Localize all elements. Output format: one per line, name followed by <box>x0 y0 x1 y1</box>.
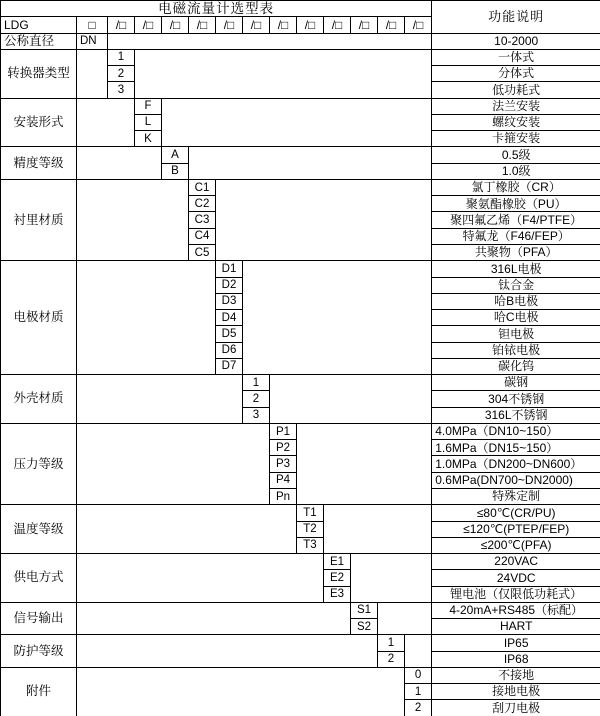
desc-cell: 聚四氟乙烯（F4/PTFE） <box>432 212 600 228</box>
code-cell: C5 <box>189 244 216 260</box>
desc-cell: 220VAC <box>432 554 600 570</box>
desc-cell: 碳钢 <box>432 375 600 391</box>
category-cell: 附件 <box>1 667 77 716</box>
code-cell: E2 <box>324 570 351 586</box>
gap-cell <box>77 375 243 424</box>
code-cell: 0 <box>405 667 432 683</box>
code-cell: C1 <box>189 179 216 195</box>
desc-cell: 分体式 <box>432 66 600 82</box>
desc-cell: ≤120℃(PTEP/FEP) <box>432 521 600 537</box>
category-cell: 精度等级 <box>1 147 77 180</box>
category-cell: 信号输出 <box>1 602 77 635</box>
category-cell: 供电方式 <box>1 554 77 603</box>
code-cell: T1 <box>297 505 324 521</box>
category-cell: 公称直径 <box>1 33 77 49</box>
code-cell: P1 <box>270 423 297 439</box>
model-code-slot: /□ <box>297 17 324 33</box>
desc-cell: 316L不锈钢 <box>432 407 600 423</box>
desc-cell: 特殊定制 <box>432 488 600 504</box>
code-cell: D6 <box>216 342 243 358</box>
gap-cell <box>243 261 432 375</box>
code-cell: B <box>162 163 189 179</box>
code-cell: 2 <box>243 391 270 407</box>
code-cell: C3 <box>189 212 216 228</box>
model-code-prefix: LDG <box>1 17 77 33</box>
code-cell: D5 <box>216 326 243 342</box>
code-cell: C4 <box>189 228 216 244</box>
function-description-header: 功能说明 <box>432 1 600 34</box>
desc-cell: 一体式 <box>432 49 600 65</box>
gap-cell <box>378 602 432 635</box>
model-code-slot: /□ <box>405 17 432 33</box>
model-code-slot: /□ <box>108 17 135 33</box>
code-cell: E1 <box>324 554 351 570</box>
category-cell: 转换器类型 <box>1 49 77 98</box>
gap-cell <box>216 179 432 260</box>
desc-cell: HART <box>432 619 600 635</box>
desc-cell: 碳化钨 <box>432 358 600 374</box>
desc-cell: 4.0MPa（DN10~150） <box>432 423 600 439</box>
gap-cell <box>351 554 432 603</box>
desc-cell: 低功耗式 <box>432 82 600 98</box>
gap-cell <box>162 98 432 147</box>
code-cell: E3 <box>324 586 351 602</box>
code-cell: 3 <box>243 407 270 423</box>
table-title: 电磁流量计选型表 <box>1 1 432 17</box>
model-code-slot: /□ <box>378 17 405 33</box>
category-cell: 压力等级 <box>1 423 77 504</box>
desc-cell: 刮刀电极 <box>432 700 600 716</box>
desc-cell: 1.6MPa（DN15~150） <box>432 440 600 456</box>
desc-cell: 4-20mA+RS485（标配） <box>432 602 600 618</box>
gap-cell <box>77 423 270 504</box>
code-cell: 1 <box>378 635 405 651</box>
model-code-slot: /□ <box>162 17 189 33</box>
desc-cell: 1.0级 <box>432 163 600 179</box>
gap-cell <box>77 602 351 635</box>
model-code-slot: /□ <box>270 17 297 33</box>
code-cell: F <box>135 98 162 114</box>
gap-cell <box>77 49 108 98</box>
desc-cell: 1.0MPa（DN200~DN600） <box>432 456 600 472</box>
gap-cell <box>77 147 162 180</box>
gap-cell <box>77 179 189 260</box>
desc-cell: 不接地 <box>432 667 600 683</box>
code-cell: 2 <box>108 66 135 82</box>
desc-cell: 接地电极 <box>432 684 600 700</box>
gap-cell <box>77 261 216 375</box>
code-cell: P2 <box>270 440 297 456</box>
category-cell: 防护等级 <box>1 635 77 668</box>
code-cell: K <box>135 131 162 147</box>
gap-cell <box>405 635 432 668</box>
gap-cell <box>77 505 297 554</box>
model-code-slot: /□ <box>324 17 351 33</box>
code-cell: A <box>162 147 189 163</box>
code-cell: C2 <box>189 196 216 212</box>
code-cell: P3 <box>270 456 297 472</box>
model-code-box: □ <box>77 17 108 33</box>
code-cell: D2 <box>216 277 243 293</box>
category-cell: 电极材质 <box>1 261 77 375</box>
desc-cell: IP68 <box>432 651 600 667</box>
desc-cell: ≤200℃(PFA) <box>432 537 600 553</box>
desc-cell: 24VDC <box>432 570 600 586</box>
code-cell: T3 <box>297 537 324 553</box>
gap-cell <box>77 635 378 668</box>
desc-cell: 0.5级 <box>432 147 600 163</box>
desc-cell: 螺纹安装 <box>432 114 600 130</box>
desc-cell: 锂电池（仅限低功耗式） <box>432 586 600 602</box>
desc-cell: 特氟龙（F46/FEP） <box>432 228 600 244</box>
desc-cell: 铂铱电极 <box>432 342 600 358</box>
desc-cell: ≤80℃(CR/PU) <box>432 505 600 521</box>
code-cell: 2 <box>405 700 432 716</box>
desc-cell: 卡箍安装 <box>432 131 600 147</box>
model-code-slot: /□ <box>135 17 162 33</box>
model-code-slot: /□ <box>189 17 216 33</box>
gap-cell <box>297 423 432 504</box>
code-cell: 2 <box>378 651 405 667</box>
model-code-slot: /□ <box>243 17 270 33</box>
gap-cell <box>77 98 135 147</box>
code-cell: 3 <box>108 82 135 98</box>
category-cell: 温度等级 <box>1 505 77 554</box>
category-cell: 安装形式 <box>1 98 77 147</box>
code-cell: DN <box>77 33 108 49</box>
model-code-slot: /□ <box>351 17 378 33</box>
desc-cell: 哈B电极 <box>432 293 600 309</box>
code-cell: D4 <box>216 310 243 326</box>
gap-cell <box>77 554 324 603</box>
code-cell: S1 <box>351 602 378 618</box>
code-cell: S2 <box>351 619 378 635</box>
desc-cell: 聚氨酯橡胶（PU） <box>432 196 600 212</box>
desc-cell: 氯丁橡胶（CR） <box>432 179 600 195</box>
gap-cell <box>135 49 432 98</box>
category-cell: 外壳材质 <box>1 375 77 424</box>
gap-cell <box>270 375 432 424</box>
code-cell: D1 <box>216 261 243 277</box>
desc-cell: 哈C电极 <box>432 310 600 326</box>
code-cell: D7 <box>216 358 243 374</box>
gap-cell <box>324 505 432 554</box>
code-cell: T2 <box>297 521 324 537</box>
code-cell: 1 <box>108 49 135 65</box>
category-cell: 衬里材质 <box>1 179 77 260</box>
gap-cell <box>189 147 432 180</box>
desc-cell: 共聚物（PFA） <box>432 244 600 260</box>
gap-cell <box>77 667 405 716</box>
desc-cell: 法兰安装 <box>432 98 600 114</box>
desc-cell: 钽电极 <box>432 326 600 342</box>
code-cell: D3 <box>216 293 243 309</box>
gap-cell <box>108 33 432 49</box>
code-cell: 1 <box>243 375 270 391</box>
code-cell: P4 <box>270 472 297 488</box>
desc-cell: 0.6MPa(DN700~DN2000) <box>432 472 600 488</box>
model-code-slot: /□ <box>216 17 243 33</box>
code-cell: L <box>135 114 162 130</box>
desc-cell: IP65 <box>432 635 600 651</box>
code-cell: Pn <box>270 488 297 504</box>
desc-cell: 316L电极 <box>432 261 600 277</box>
desc-cell: 10-2000 <box>432 33 600 49</box>
desc-cell: 304不锈钢 <box>432 391 600 407</box>
code-cell: 1 <box>405 684 432 700</box>
desc-cell: 钛合金 <box>432 277 600 293</box>
